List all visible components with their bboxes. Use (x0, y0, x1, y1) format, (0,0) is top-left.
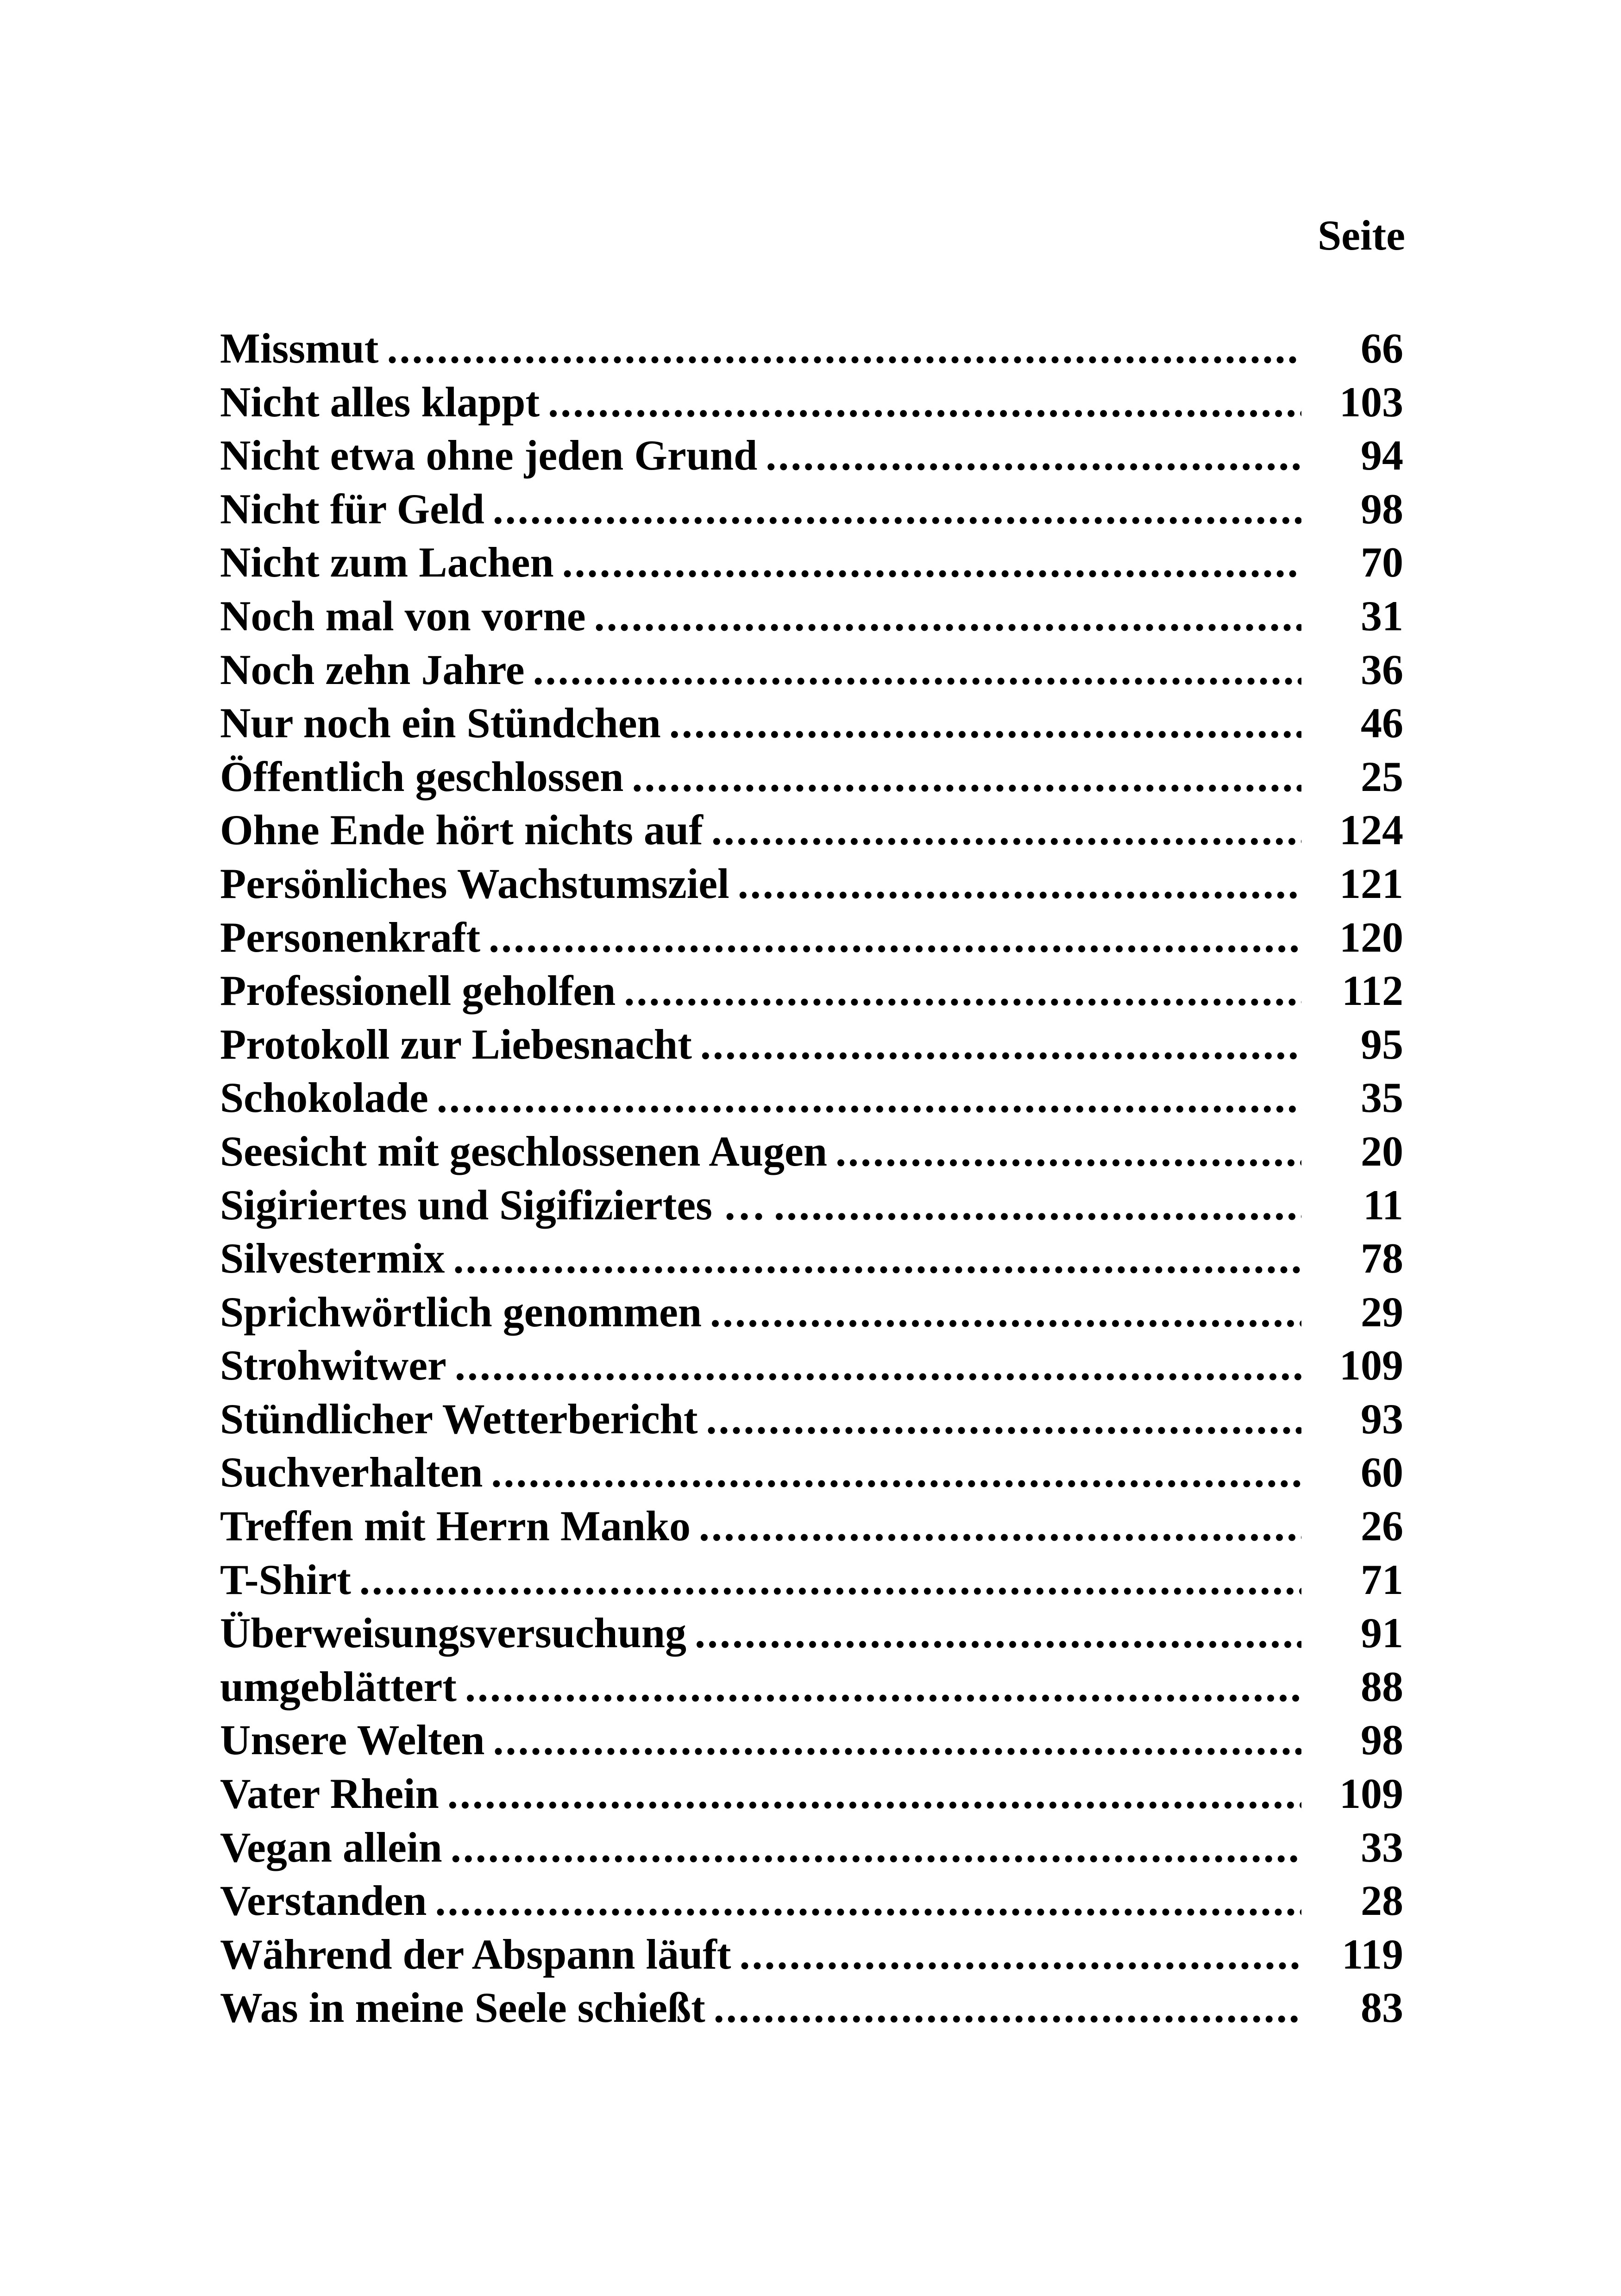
toc-entry (220, 1393, 1403, 1446)
toc-entry-title: umgeblättert (220, 1662, 457, 1710)
toc-entry (220, 1018, 1403, 1072)
toc-entry-page: 29 (1361, 1288, 1403, 1336)
dot-leader (489, 911, 1301, 965)
dot-leader (387, 322, 1301, 376)
toc-entry-title: Vater Rhein (220, 1770, 439, 1818)
toc-entry (220, 1606, 1403, 1660)
toc-entry-page: 60 (1361, 1449, 1403, 1496)
dot-leader (632, 750, 1301, 804)
toc-entry (220, 1071, 1403, 1125)
table-of-contents (220, 322, 1403, 2035)
dot-leader (699, 1499, 1301, 1553)
dot-leader (453, 1232, 1301, 1286)
dot-leader (710, 1286, 1301, 1339)
toc-entry (220, 696, 1403, 750)
dot-leader (594, 590, 1301, 643)
toc-entry-title: Noch zehn Jahre (220, 646, 525, 693)
toc-entry-page: 66 (1361, 325, 1403, 372)
toc-entry (220, 911, 1403, 965)
toc-entry (220, 1499, 1403, 1553)
toc-entry-title: Vegan allein (220, 1823, 442, 1871)
toc-entry-page: 35 (1361, 1074, 1403, 1122)
toc-entry-title: Sigiriertes und Sigifiziertes … (220, 1181, 766, 1229)
toc-entry-page: 26 (1361, 1502, 1403, 1550)
toc-entry-page: 25 (1361, 753, 1403, 800)
toc-entry (220, 1874, 1403, 1928)
toc-entry-page: 109 (1339, 1770, 1403, 1818)
dot-leader (836, 1125, 1301, 1179)
dot-leader (548, 376, 1301, 429)
dot-leader (451, 1821, 1301, 1875)
toc-entry-title: Nur noch ein Stündchen (220, 699, 661, 747)
toc-entry-title: Missmut (220, 325, 379, 372)
dot-leader (533, 643, 1301, 697)
dot-leader (774, 1179, 1301, 1232)
toc-entry (220, 1232, 1403, 1286)
dot-leader (562, 536, 1301, 590)
toc-entry-page: 28 (1361, 1877, 1403, 1925)
toc-entry-page: 112 (1342, 967, 1403, 1015)
toc-entry-page: 91 (1361, 1609, 1403, 1657)
toc-entry-page: 20 (1361, 1127, 1403, 1175)
toc-entry (220, 1286, 1403, 1339)
toc-entry-title: Ohne Ende hört nichts auf (220, 806, 703, 854)
toc-entry-title: Nicht etwa ohne jeden Grund (220, 432, 758, 479)
toc-entry-page: 70 (1361, 539, 1403, 586)
dot-leader (740, 1928, 1301, 1982)
dot-leader (700, 1018, 1301, 1072)
toc-entry (220, 857, 1403, 911)
dot-leader (447, 1767, 1301, 1821)
toc-entry-title: Verstanden (220, 1877, 427, 1925)
toc-entry (220, 1821, 1403, 1875)
toc-entry-title: T-Shirt (220, 1556, 351, 1603)
toc-entry-title: Protokoll zur Liebesnacht (220, 1020, 692, 1068)
toc-entry-title: Professionell geholfen (220, 967, 616, 1015)
toc-entry-title: Strohwitwer (220, 1342, 446, 1389)
toc-entry (220, 322, 1403, 376)
dot-leader (695, 1606, 1301, 1660)
toc-entry (220, 1179, 1403, 1232)
toc-entry (220, 803, 1403, 857)
toc-entry-title: Sprichwörtlich genommen (220, 1288, 702, 1336)
toc-entry-title: Nicht alles klappt (220, 378, 540, 426)
toc-entry-title: Was in meine Seele schießt (220, 1984, 705, 2032)
toc-entry-title: Noch mal von vorne (220, 592, 586, 640)
toc-entry-page: 119 (1342, 1930, 1403, 1978)
toc-entry-title: Stündlicher Wetterbericht (220, 1395, 698, 1443)
toc-entry (220, 376, 1403, 429)
dot-leader (491, 1446, 1301, 1499)
toc-entry-title: Öffentlich geschlossen (220, 753, 624, 800)
toc-entry-page: 120 (1339, 913, 1403, 961)
toc-entry-title: Suchverhalten (220, 1449, 483, 1496)
toc-entry-page: 88 (1361, 1662, 1403, 1710)
toc-entry-title: Nicht zum Lachen (220, 539, 554, 586)
toc-entry (220, 536, 1403, 590)
toc-entry-title: Nicht für Geld (220, 485, 484, 533)
toc-entry-title: Überweisungsversuchung (220, 1609, 687, 1657)
toc-entry (220, 1660, 1403, 1714)
toc-entry (220, 590, 1403, 643)
toc-entry-title: Schokolade (220, 1074, 428, 1122)
toc-entry-title: Treffen mit Herrn Manko (220, 1502, 691, 1550)
toc-entry-page: 98 (1361, 1716, 1403, 1764)
toc-entry (220, 1713, 1403, 1767)
toc-entry-page: 98 (1361, 485, 1403, 533)
dot-leader (455, 1339, 1301, 1393)
dot-leader (624, 964, 1301, 1018)
toc-entry-title: Persönliches Wachstumsziel (220, 859, 729, 907)
toc-entry-page: 109 (1339, 1342, 1403, 1389)
dot-leader (437, 1071, 1301, 1125)
toc-entry (220, 964, 1403, 1018)
dot-leader (711, 803, 1301, 857)
toc-entry-page: 83 (1361, 1984, 1403, 2032)
toc-entry-page: 94 (1361, 432, 1403, 479)
toc-entry (220, 750, 1403, 804)
toc-entry-page: 36 (1361, 646, 1403, 693)
toc-entry-title: Unsere Welten (220, 1716, 485, 1764)
toc-entry-page: 11 (1363, 1181, 1403, 1229)
toc-entry (220, 1553, 1403, 1607)
toc-entry (220, 1767, 1403, 1821)
dot-leader (714, 1981, 1301, 2035)
toc-entry-page: 78 (1361, 1235, 1403, 1282)
toc-entry-page: 31 (1361, 592, 1403, 640)
toc-entry-title: Personenkraft (220, 913, 481, 961)
toc-entry (220, 1928, 1403, 1982)
toc-entry-title: Während der Abspann läuft (220, 1930, 731, 1978)
toc-entry-page: 95 (1361, 1020, 1403, 1068)
dot-leader (435, 1874, 1301, 1928)
toc-entry-page: 33 (1361, 1823, 1403, 1871)
toc-entry (220, 643, 1403, 697)
toc-entry (220, 1125, 1403, 1179)
dot-leader (766, 429, 1301, 483)
toc-entry-title: Seesicht mit geschlossenen Augen (220, 1127, 827, 1175)
toc-entry-page: 71 (1361, 1556, 1403, 1603)
toc-entry (220, 1446, 1403, 1499)
toc-entry (220, 1981, 1403, 2035)
toc-entry-title: Silvestermix (220, 1235, 445, 1282)
toc-entry (220, 429, 1403, 483)
dot-leader (359, 1553, 1301, 1607)
dot-leader (706, 1393, 1302, 1446)
toc-entry-page: 103 (1339, 378, 1403, 426)
toc-entry-page: 124 (1339, 806, 1403, 854)
toc-entry-page: 93 (1361, 1395, 1403, 1443)
dot-leader (493, 483, 1301, 536)
dot-leader (738, 857, 1301, 911)
toc-entry (220, 483, 1403, 536)
toc-entry-page: 46 (1361, 699, 1403, 747)
dot-leader (669, 696, 1301, 750)
page-column-header: Seite (1317, 212, 1405, 259)
toc-entry-page: 121 (1339, 859, 1403, 907)
toc-entry (220, 1339, 1403, 1393)
dot-leader (493, 1713, 1301, 1767)
dot-leader (465, 1660, 1301, 1714)
